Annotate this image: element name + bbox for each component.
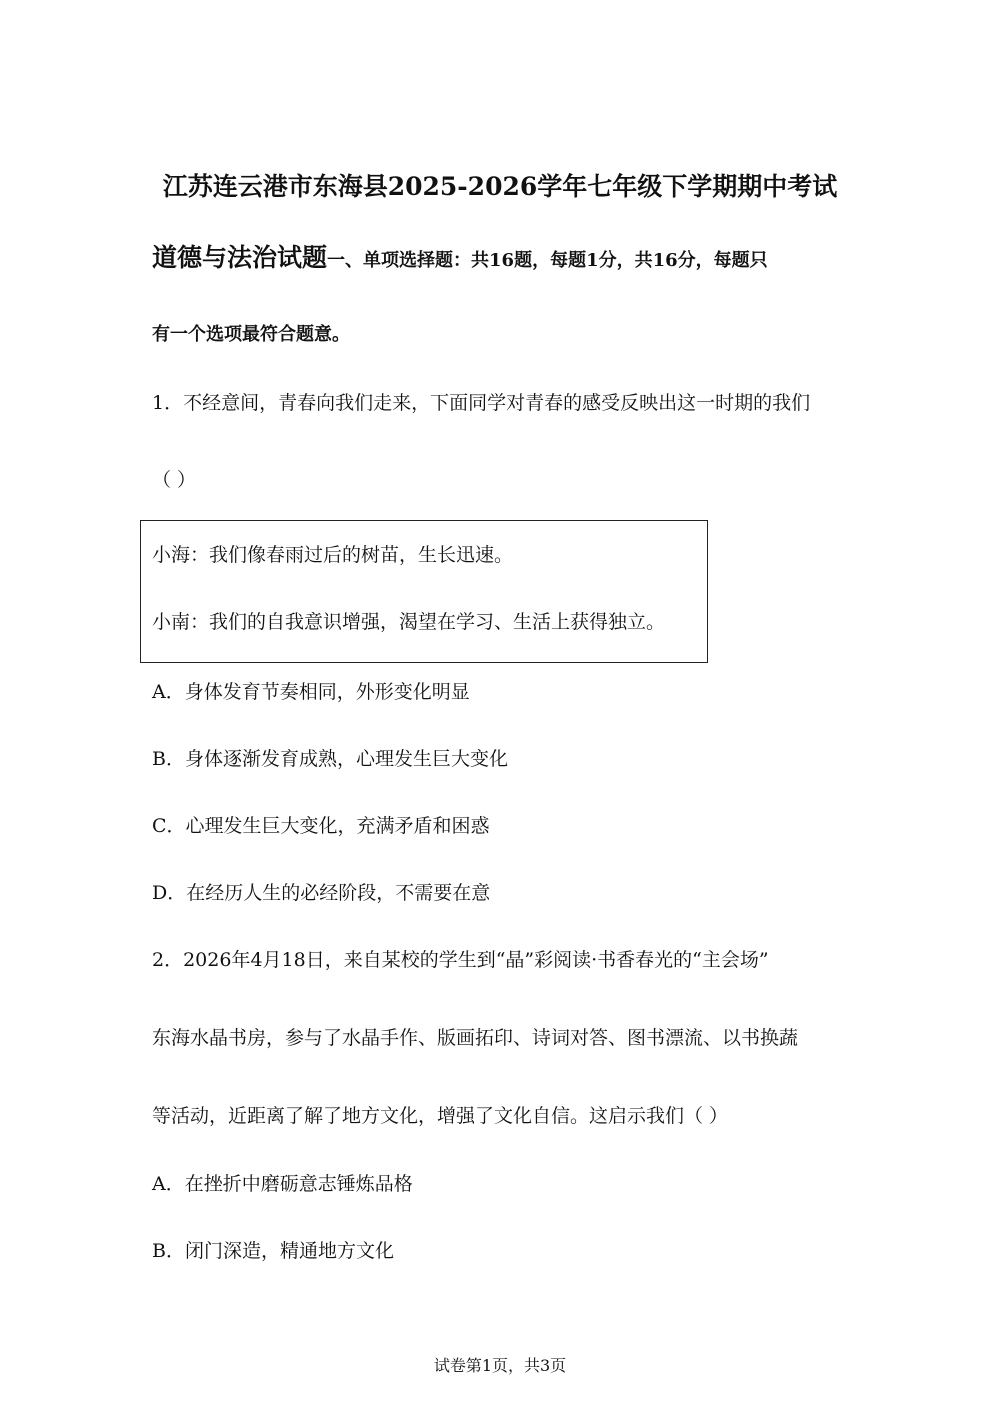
section-heading: 一、单项选择题：共16题，每题1分，共16分，每题只: [327, 250, 768, 271]
material-line: 小海：我们像春雨过后的树苗，生长迅速。: [152, 544, 514, 566]
question-2-stem: 等活动，近距离了解了地方文化，增强了文化自信。这启示我们（ ）: [152, 1105, 729, 1127]
question-1-stem: 1．不经意间，青春向我们走来，下面同学对青春的感受反映出这一时期的我们: [152, 392, 811, 414]
question-1-blank: （ ）: [152, 469, 197, 491]
page-footer: 试卷第1页，共3页: [433, 1356, 567, 1375]
question-2-option-b: B．闭门深造，精通地方文化: [152, 1240, 394, 1262]
question-1-option-b: B．身体逐渐发育成熟，心理发生巨大变化: [152, 748, 508, 770]
exam-subtitle-line: [152, 242, 768, 277]
question-1-option-a: A．身体发育节奏相同，外形变化明显: [152, 681, 470, 703]
question-2-stem: 东海水晶书房，参与了水晶手作、版画拓印、诗词对答、图书漂流、以书换蔬: [152, 1027, 799, 1049]
exam-title: 江苏连云港市东海县2025-2026学年七年级下学期期中考试: [162, 172, 838, 201]
question-2-stem: 2．2026年4月18日，来自某校的学生到“晶”彩阅读·书香春光的“主会场”: [152, 949, 769, 971]
material-line: 小南：我们的自我意识增强，渴望在学习、生活上获得独立。: [152, 611, 666, 633]
question-1-option-d: D．在经历人生的必经阶段，不需要在意: [152, 882, 491, 904]
subject-title: 道德与法治试题: [152, 243, 328, 272]
section-heading-continued: 有一个选项最符合题意。: [152, 324, 350, 345]
question-1-option-c: C．心理发生巨大变化，充满矛盾和困惑: [152, 815, 490, 837]
question-2-option-a: A．在挫折中磨砺意志锤炼品格: [152, 1173, 413, 1195]
question-1-material-box: [140, 520, 708, 663]
